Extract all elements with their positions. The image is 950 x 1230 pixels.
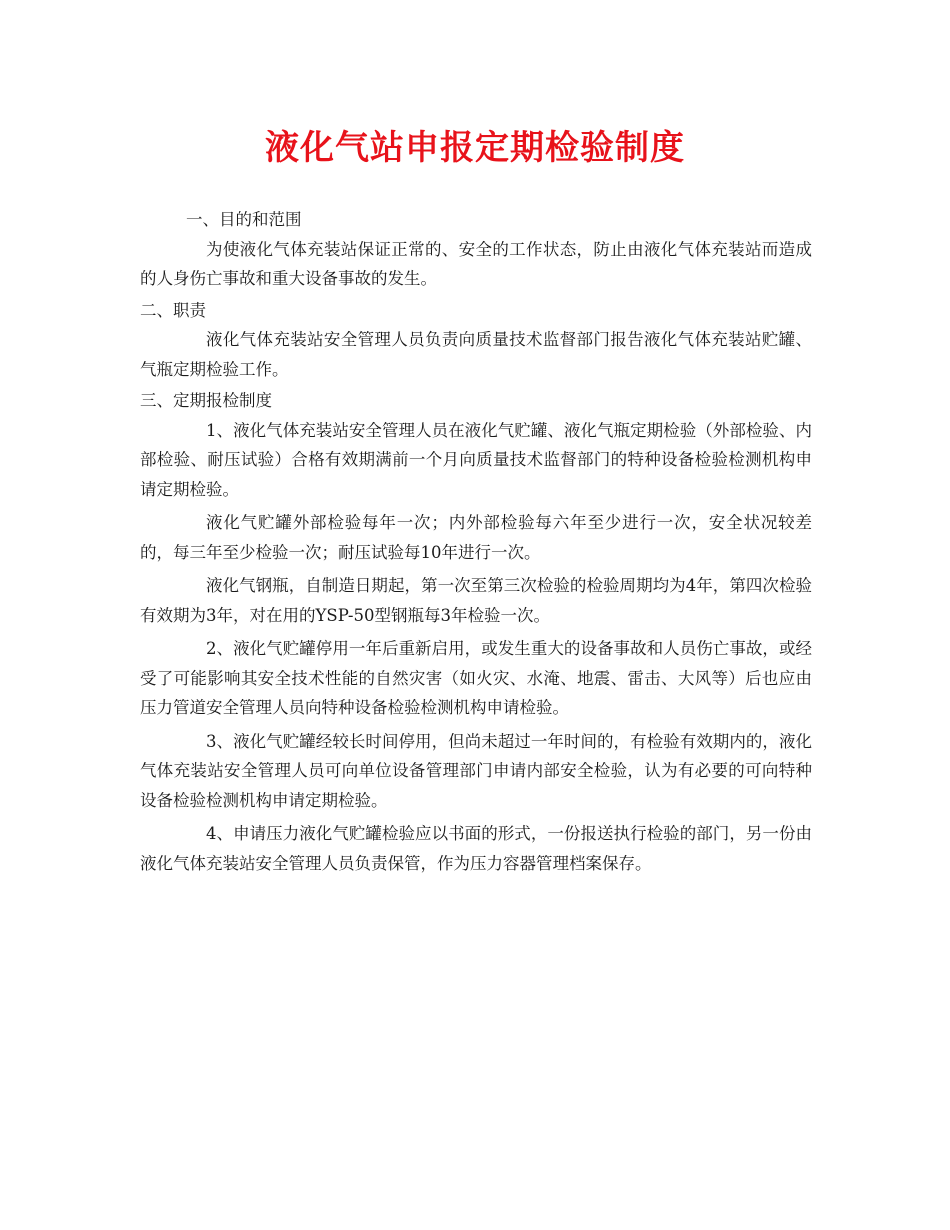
paragraph-responsibility: 液化气体充装站安全管理人员负责向质量技术监督部门报告液化气体充装站贮罐、气瓶定期检验工作。	[140, 330, 812, 379]
paragraph-inspection-2: 2、液化气贮罐停用一年后重新启用，或发生重大的设备事故和人员伤亡事故，或经受了可能影响其安全技术性能的自然灾害（如火灾、水淹、地震、雷击、大风等）后也应由压力管道安全管理人员向特种设备检验检测机构申请检验。	[140, 639, 812, 717]
paragraph-inspection-3: 3、液化气贮罐经较长时间停用，但尚未超过一年时间的，有检验有效期内的，液化气体充装站安全管理人员可向单位设备管理部门申请内部安全检验，认为有必要的可向特种设备检验检测机构申请定期检验。	[140, 731, 812, 810]
section-heading-inspection-system: 三、定期报检制度	[140, 391, 272, 410]
paragraph-inspection-tank-cycle: 液化气贮罐外部检验每年一次；内外部检验每六年至少进行一次，安全状况较差的，每三年至少检验一次；耐压试验每10年进行一次。	[140, 513, 812, 562]
section-heading-responsibility: 二、职责	[140, 300, 206, 320]
section-heading-purpose: 一、目的和范围	[186, 210, 302, 229]
paragraph-inspection-4: 4、申请压力液化气贮罐检验应以书面的形式，一份报送执行检验的部门，另一份由液化气体充装站安全管理人员负责保管，作为压力容器管理档案保存。	[140, 824, 812, 873]
paragraph-inspection-1: 1、液化气体充装站安全管理人员在液化气贮罐、液化气瓶定期检验（外部检验、内部检验、耐压试验）合格有效期满前一个月向质量技术监督部门的特种设备检验检测机构申请定期检验。	[140, 420, 812, 499]
paragraph-inspection-cylinder-cycle: 液化气钢瓶，自制造日期起，第一次至第三次检验的检验周期均为4年，第四次检验有效期为3年，对在用的YSP-50型钢瓶每3年检验一次。	[140, 576, 812, 625]
document-body	[140, 205, 812, 878]
document-title: 液化气站申报定期检验制度	[265, 128, 685, 168]
paragraph-purpose: 为使液化气体充装站保证正常的、安全的工作状态，防止由液化气体充装站而造成的人身伤亡事故和重大设备事故的发生。	[140, 239, 812, 288]
